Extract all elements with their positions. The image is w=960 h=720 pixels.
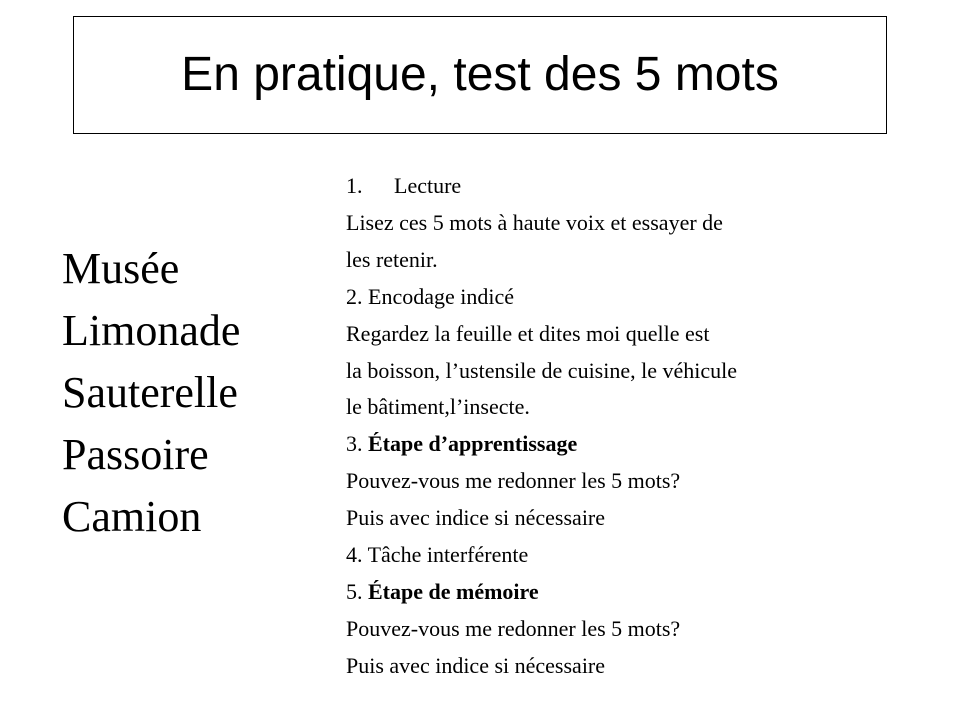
- step-5-heading: [346, 574, 926, 611]
- step-2-heading: 2. Encodage indicé: [346, 283, 514, 309]
- step-1-text: les retenir.: [346, 246, 438, 272]
- step-1-number: 1.: [346, 173, 363, 198]
- word-item: Passoire: [62, 430, 209, 479]
- step-3-text: Pouvez-vous me redonner les 5 mots?: [346, 468, 681, 494]
- step-5-title: Étape de mémoire: [368, 578, 539, 604]
- step-3-number: 3.: [346, 431, 368, 457]
- step-2-text: Regardez la feuille et dites moi quelle est: [346, 320, 710, 346]
- step-5-text: Pouvez-vous me redonner les 5 mots?: [346, 615, 681, 641]
- step-5-text: Puis avec indice si nécessaire: [346, 652, 606, 678]
- instructions: [346, 168, 926, 685]
- step-5-number: 5.: [346, 578, 368, 604]
- step-2-text: le bâtiment,l’insecte.: [346, 394, 530, 420]
- step-4-heading: 4. Tâche interférente: [346, 542, 529, 568]
- word-item: Musée: [62, 244, 180, 293]
- title-box: [73, 16, 887, 134]
- word-item: Sauterelle: [62, 368, 238, 417]
- step-3-heading: [346, 426, 926, 463]
- slide-title: En pratique, test des 5 mots: [181, 48, 779, 101]
- step-3-title: Étape d’apprentissage: [368, 431, 578, 457]
- step-3-text: Puis avec indice si nécessaire: [346, 505, 606, 531]
- step-1-heading: [346, 168, 926, 205]
- step-1-title: Lecture: [394, 173, 462, 198]
- word-item: Camion: [62, 492, 202, 541]
- word-item: Limonade: [62, 306, 241, 355]
- word-list: [62, 238, 240, 548]
- step-2-text: la boisson, l’ustensile de cuisine, le véhicule: [346, 357, 738, 383]
- step-1-text: Lisez ces 5 mots à haute voix et essayer de: [346, 209, 723, 235]
